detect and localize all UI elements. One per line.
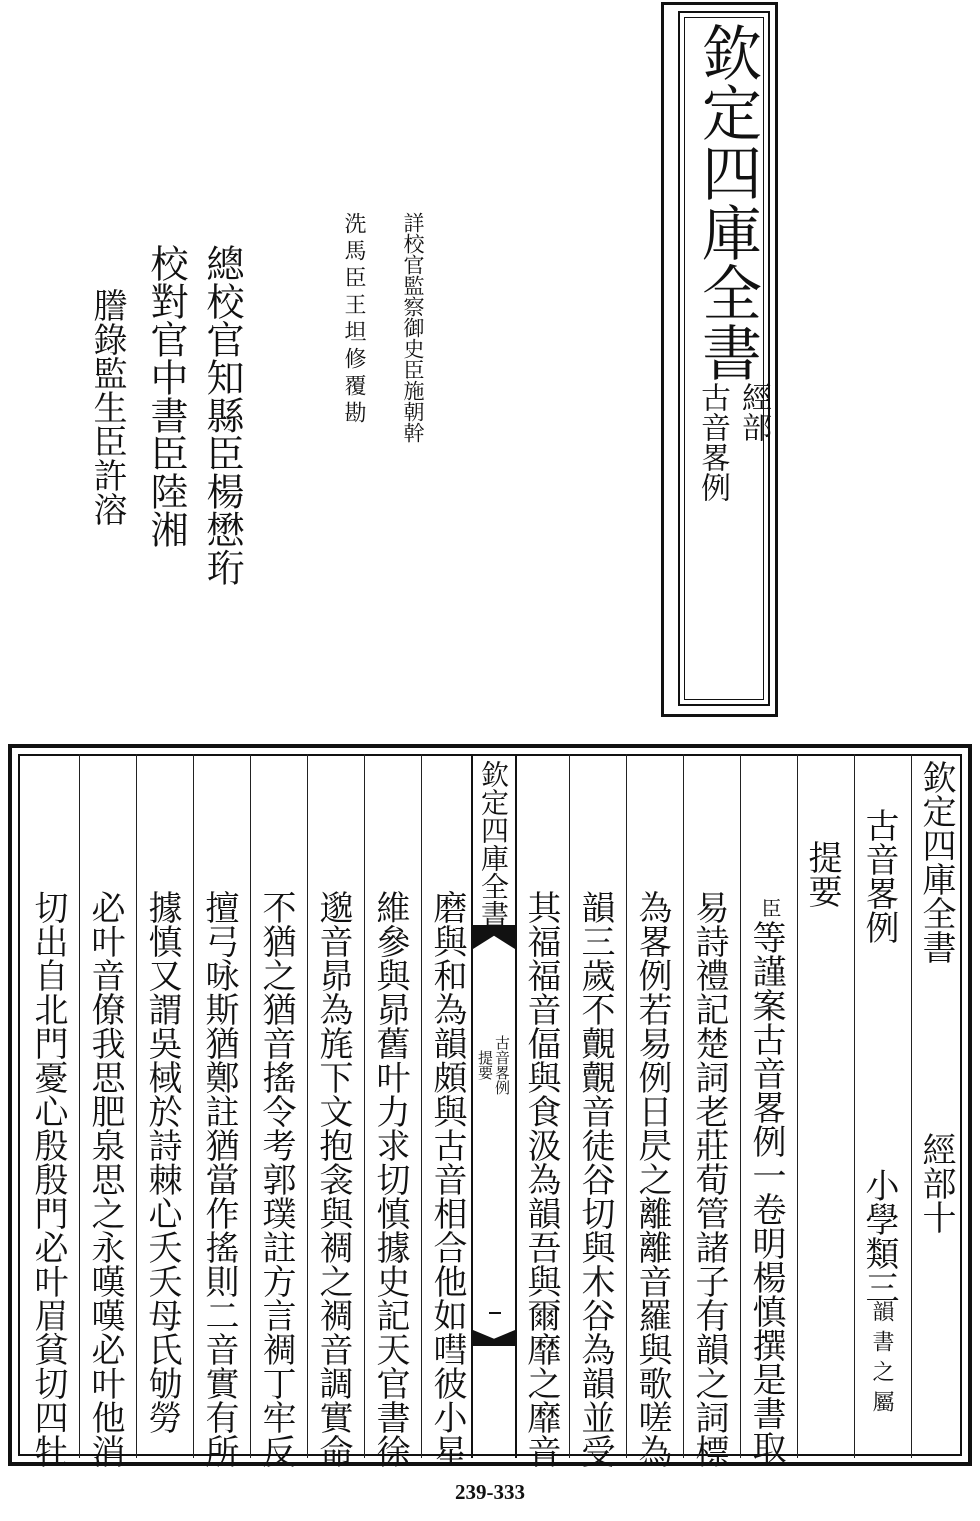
work-title: 古音畧例 (859, 808, 899, 944)
spine-collection: 欽定四庫全書 (477, 760, 510, 928)
text-line-11: 據慎又謂吳棫於詩棘心夭夭母氏劬勞 (142, 890, 182, 1434)
spine-folio-mark (489, 1312, 501, 1314)
subcategory: 小學類三 (859, 1168, 899, 1304)
text-line-6: 磨與和為韻頗與古音相合他如嘒彼小星 (427, 890, 467, 1468)
column-rule (911, 754, 912, 1458)
subcategory-note: 韻書之屬 (869, 1300, 894, 1420)
text-line-1: 等謹案古音畧例一卷明楊慎撰是書取 (746, 920, 786, 1464)
text-line-13: 切出自北門憂心殷殷門必叶眉貧切四牡 (28, 890, 68, 1468)
text-line-4: 韻三歲不覿覿音徒谷切與木谷為韻並受 (575, 890, 615, 1468)
column-rule (79, 754, 80, 1458)
text-line-2: 易詩禮記楚詞老莊荀管諸子有韻之詞標 (689, 890, 729, 1468)
page-number: 239-333 (455, 1480, 525, 1504)
cover-work-title: 古音畧例 (695, 382, 730, 502)
proofreader-line-1: 詳校官監察御史臣施朝幹 (401, 212, 425, 443)
column-rule (854, 754, 855, 1458)
cover-section: 經部 (736, 382, 771, 442)
column-rule (797, 754, 798, 1458)
text-line-3: 為畧例若易例日昃之離離音羅與歌嗟為 (632, 890, 672, 1468)
text-line-10: 擅弓咏斯猶鄭註猶當作搖則二音實有所 (199, 890, 239, 1468)
column-rule (421, 754, 422, 1458)
column-rule (136, 754, 137, 1458)
section-heading: 提要 (802, 840, 842, 908)
column-rule (626, 754, 627, 1458)
text-line-5: 其福福音偪與食汲為韻吾與爾靡之靡音 (521, 890, 561, 1468)
spine-title: 古音畧例 (493, 1035, 511, 1095)
column-rule (193, 754, 194, 1458)
column-rule (683, 754, 684, 1458)
text-line-7: 維參與昴舊叶力求切慎據史記天官書徐 (370, 890, 410, 1468)
text-line-9: 不猶之猶音搖令考郭璞註方言裯丁牢反 (256, 890, 296, 1468)
text-line-8: 邈音昴為旄下文抱衾與裯之裯音調實命 (313, 890, 353, 1468)
column-rule (364, 754, 365, 1458)
official-line-2: 校對官中書臣陸湘 (144, 244, 188, 548)
text-line-12: 必叶音僚我思肥泉思之永嘆嘆必叶他消 (85, 890, 125, 1468)
page-category: 經部十 (916, 1132, 956, 1234)
spine-section: 提要 (476, 1050, 494, 1080)
official-line-1: 總校官知縣臣楊懋珩 (200, 244, 244, 586)
column-rule (307, 754, 308, 1458)
column-rule (569, 754, 570, 1458)
official-line-3: 謄錄監生臣許溶 (87, 288, 127, 526)
page-collection-title: 欽定四庫全書 (916, 760, 956, 964)
column-rule (740, 754, 741, 1458)
cover-title: 欽定四庫全書 (692, 22, 762, 382)
column-rule (250, 754, 251, 1458)
proofreader-line-2: 洗馬臣王坦修覆勘 (341, 212, 366, 428)
text-line-1-prefix: 臣 (758, 898, 782, 918)
